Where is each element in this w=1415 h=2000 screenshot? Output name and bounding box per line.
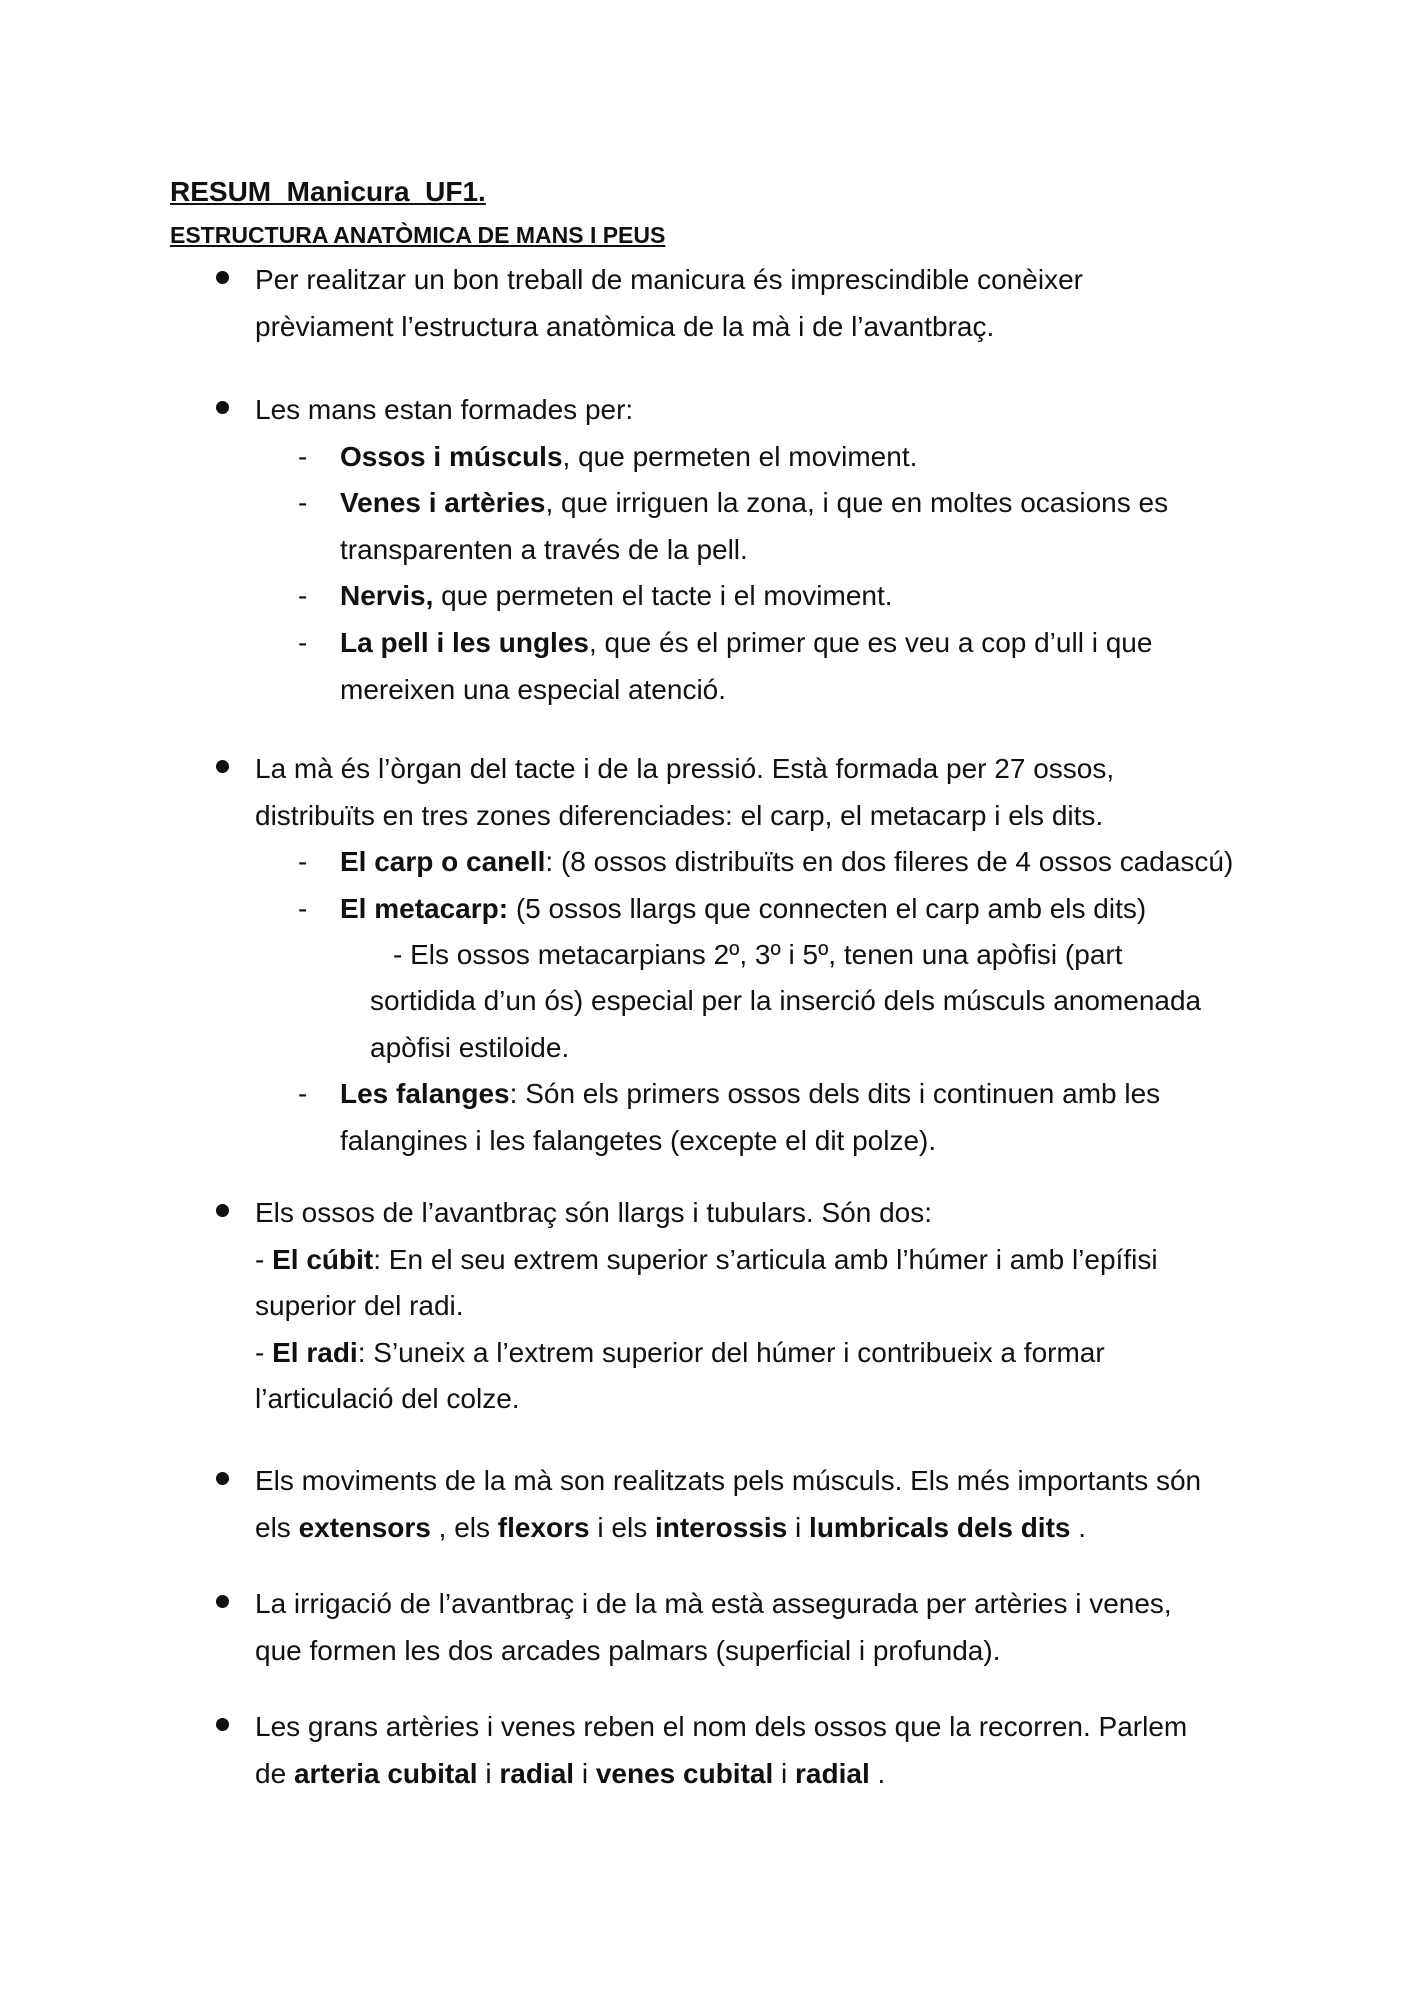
bullet-icon [213, 1469, 233, 1489]
dash-marker: - [298, 846, 308, 877]
paragraph-3: La mà és l’òrgan del tacte i de la pressió. Està formada per 27 ossos, distribuïts en tres zones diferenciades: el carp, el metacarp i els dits. [255, 753, 1115, 831]
list-item: Nervis, que permeten el tacte i el moviment. [340, 580, 893, 611]
dash-marker: - [298, 1078, 308, 1109]
paragraph-7: Les grans artèries i venes reben el nom dels ossos que la recorren. Parlem de arteria cubital i radial i venes cubital i radial . [255, 1711, 1188, 1789]
bullet-icon [213, 268, 233, 288]
paragraph-6: La irrigació de l’avantbraç i de la mà està assegurada per artèries i venes, que formen les dos arcades palmars (superficial i profunda). [255, 1588, 1172, 1666]
dash-marker: - [298, 487, 308, 518]
paragraph-5: Els moviments de la mà son realitzats pels músculs. Els més importants són els extensors , els flexors i els interossis i lumbricals dels dits . [255, 1465, 1202, 1543]
dash-marker: - [298, 580, 308, 611]
dash-marker: - [298, 893, 308, 924]
paragraph-line: Per realitzar un bon treball de manicura és imprescindible conèixer [255, 264, 1083, 295]
bullet-icon [213, 757, 233, 777]
list-item: Ossos i músculs, que permeten el moviment. [340, 441, 918, 472]
paragraph-1 [255, 257, 1083, 350]
bullet-icon [213, 1715, 233, 1735]
list-item: Les falanges: Són els primers ossos dels dits i continuen amb les falangines i les falangetes (excepte el dit polze). [340, 1078, 1161, 1156]
bullet-icon [213, 398, 233, 418]
list-item: Venes i artèries, que irriguen la zona, i que en moltes ocasions es transparenten a través de la pell. [340, 487, 1169, 565]
paragraph-4: Els ossos de l’avantbraç són llargs i tubulars. Són dos: - El cúbit: En el seu extrem superior s’articula amb l’húmer i amb l’epífisi superior del radi. - El radi: S’uneix a l’extrem superior del húmer i contribueix a formar l’articulació del colze. [255, 1197, 1158, 1414]
dash-marker: - [298, 627, 308, 658]
paragraph-line: prèviament l’estructura anatòmica de la mà i de l’avantbraç. [255, 310, 995, 342]
paragraph-2-intro: Les mans estan formades per: [255, 394, 634, 425]
section-heading: ESTRUCTURA ANATÒMICA DE MANS I PEUS [170, 222, 666, 248]
document-title: RESUM Manicura UF1. [170, 176, 486, 207]
sub-list-item: - Els ossos metacarpians 2º, 3º i 5º, tenen una apòfisi (part [393, 939, 1123, 970]
dash-marker: - [298, 441, 308, 472]
bullet-icon [213, 1201, 233, 1221]
list-item: La pell i les ungles, que és el primer que es veu a cop d’ull i que mereixen una especial atenció. [340, 627, 1153, 705]
bullet-icon [213, 1592, 233, 1612]
sub-list-item-continued: sortidida d’un ós) especial per la inserció dels músculs anomenada apòfisi estiloide. [370, 985, 1202, 1063]
list-item: El carp o canell: (8 ossos distribuïts en dos fileres de 4 ossos cadascú) [340, 846, 1234, 877]
list-item: El metacarp: (5 ossos llargs que connecten el carp amb els dits) [340, 893, 1147, 924]
